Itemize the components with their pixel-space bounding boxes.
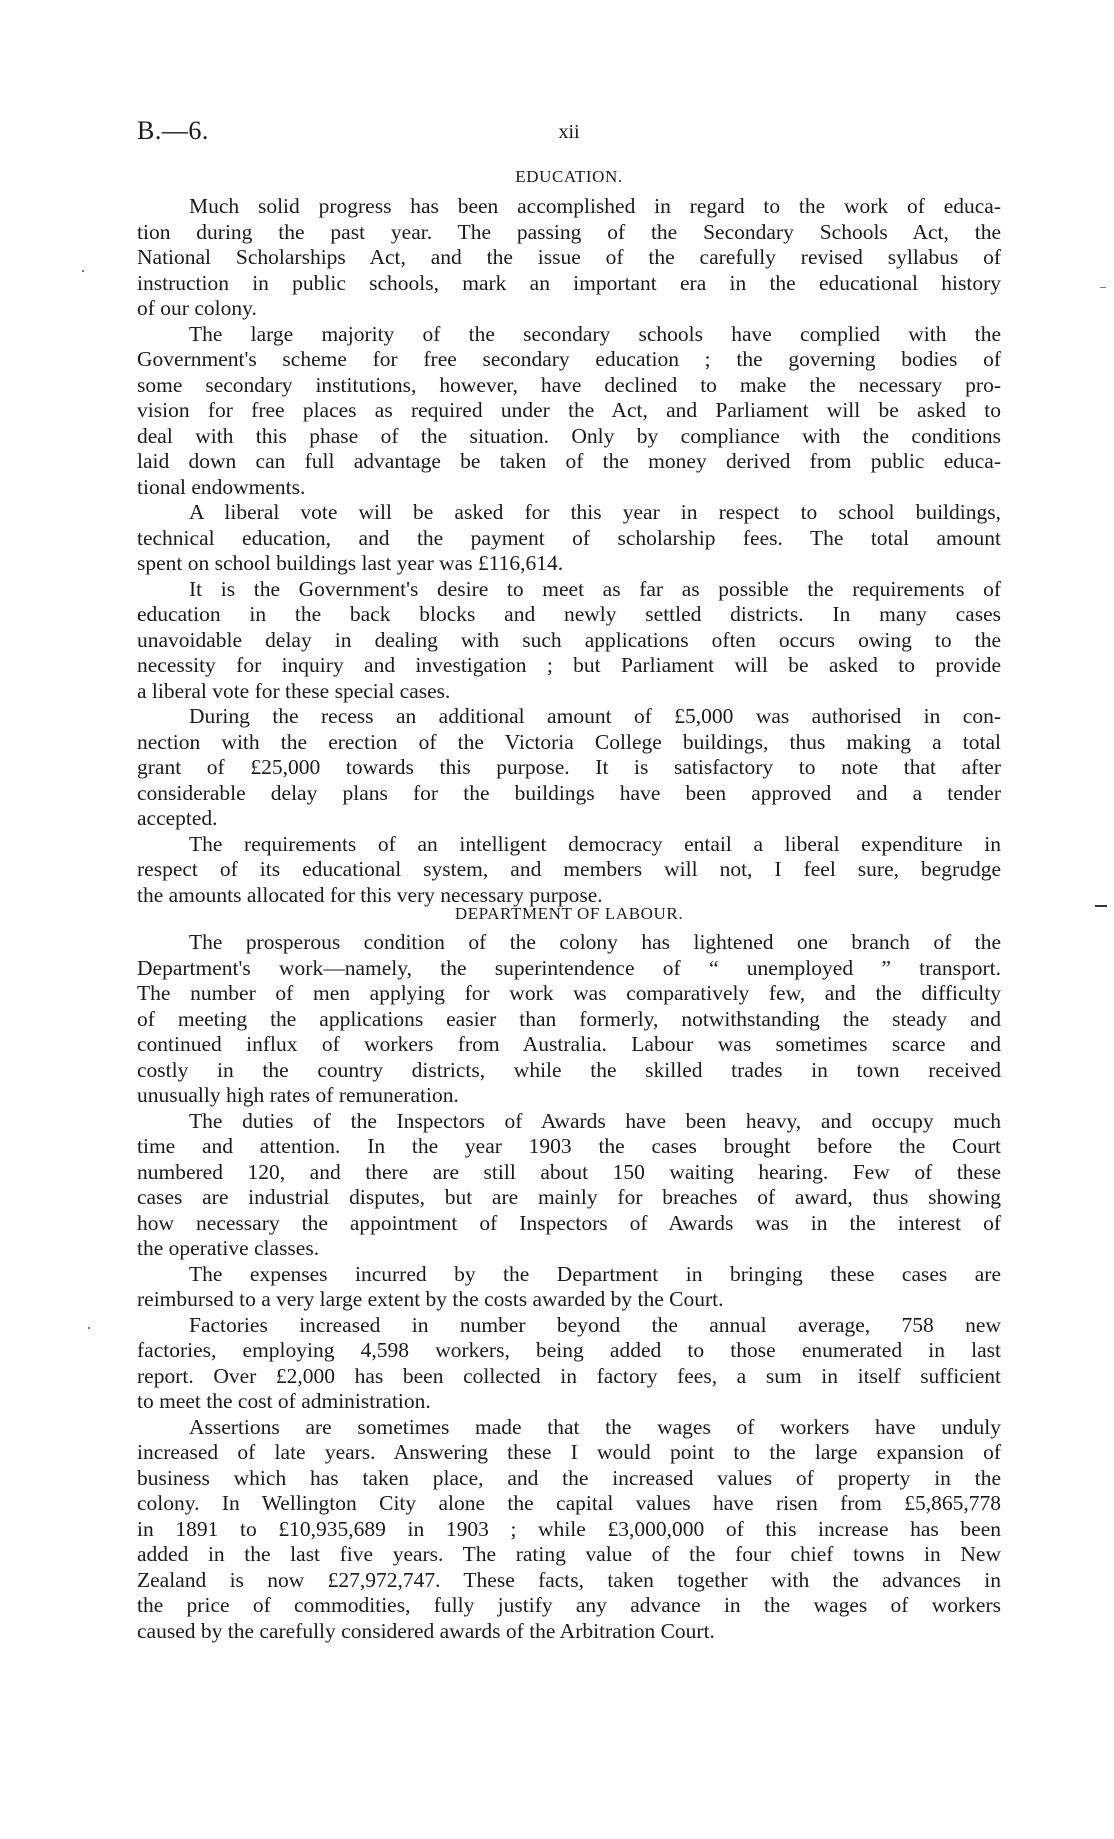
text-line: colony. In Wellington City alone the capital values have risen from £5,865,778 (137, 1491, 1001, 1515)
section-title-labour: DEPARTMENT OF LABOUR. (454, 904, 684, 923)
text-line: nection with the erection of the Victoria College buildings, thus making a total (137, 729, 1001, 754)
text-line: tional endowments. (137, 474, 306, 499)
text-line: Much solid progress has been accomplished in regard to the work of educa- (189, 194, 1001, 218)
text-line: to meet the cost of administration. (137, 1389, 431, 1413)
text-line: Zealand is now £27,972,747. These facts, taken together with the advances in (137, 1567, 1001, 1592)
text-line: unusually high rates of remuneration. (137, 1083, 459, 1107)
paragraph (137, 322, 1001, 501)
text-line: The large majority of the secondary schools have complied with the (189, 321, 1001, 346)
section-education-body (137, 194, 1001, 908)
text-line: laid down can full advantage be taken of the money derived from public educa- (137, 449, 1001, 473)
text-line: deal with this phase of the situation. Only by compliance with the conditions (137, 423, 1001, 448)
scan-speck (82, 270, 84, 272)
text-line: Factories increased in number beyond the annual average, 758 new (189, 1312, 1001, 1337)
text-line: continued influx of workers from Australia. Labour was sometimes scarce and (137, 1032, 1001, 1056)
margin-dash (1095, 905, 1107, 907)
text-line: instruction in public schools, mark an important era in the educational history (137, 270, 1001, 295)
text-line: National Scholarships Act, and the issue of the carefully revised syllabus of (137, 245, 1001, 269)
text-line: factories, employing 4,598 workers, being added to those enumerated in last (137, 1338, 1001, 1362)
text-line: vision for free places as required under the Act, and Parliament will be asked to (137, 398, 1001, 422)
page-reference: B.—6. (137, 116, 209, 145)
text-line: A liberal vote will be asked for this year in respect to school buildings, (189, 500, 1001, 524)
text-line: The expenses incurred by the Department in bringing these cases are (189, 1261, 1001, 1286)
text-line: During the recess an additional amount of £5,000 was authorised in con- (189, 704, 1001, 728)
text-line: considerable delay plans for the buildings have been approved and a tender (137, 780, 1001, 805)
text-line: spent on school buildings last year was £116,614. (137, 551, 564, 575)
text-line: reimbursed to a very large extent by the costs awarded by the Court. (137, 1287, 724, 1311)
text-line: the amounts allocated for this very necessary purpose. (137, 882, 603, 907)
text-line: education in the back blocks and newly settled districts. In many cases (137, 602, 1001, 626)
text-line: the price of commodities, fully justify any advance in the wages of workers (137, 1593, 1001, 1617)
text-line: the operative classes. (137, 1236, 320, 1260)
text-line: a liberal vote for these special cases. (137, 678, 451, 703)
paragraph (137, 1415, 1001, 1645)
text-line: report. Over £2,000 has been collected in factory fees, a sum in itself sufficient (137, 1363, 1001, 1388)
paragraph (137, 1262, 1001, 1313)
text-line: business which has taken place, and the increased values of property in the (137, 1465, 1001, 1490)
paragraph (137, 832, 1001, 909)
text-line: necessity for inquiry and investigation ; but Parliament will be asked to provide (137, 653, 1001, 677)
paragraph (137, 1109, 1001, 1262)
text-line: added in the last five years. The rating value of the four chief towns in New (137, 1542, 1001, 1566)
text-line: unavoidable delay in dealing with such applications often occurs owing to the (137, 627, 1001, 652)
text-line: The requirements of an intelligent democracy entail a liberal expenditure in (189, 831, 1001, 856)
text-line: of meeting the applications easier than formerly, notwithstanding the steady and (137, 1006, 1001, 1031)
text-line: The prosperous condition of the colony has lightened one branch of the (189, 930, 1001, 954)
paragraph (137, 194, 1001, 322)
text-line: costly in the country districts, while the skilled trades in town received (137, 1057, 1001, 1082)
scan-speck (88, 1327, 90, 1329)
text-line: Government's scheme for free secondary education ; the governing bodies of (137, 347, 1001, 371)
text-line: in 1891 to £10,935,689 in 1903 ; while £3,000,000 of this increase has been (137, 1516, 1001, 1541)
text-line: The duties of the Inspectors of Awards have been heavy, and occupy much (189, 1108, 1001, 1133)
text-line: respect of its educational system, and members will not, I feel sure, begrudge (137, 857, 1001, 881)
text-line: It is the Government's desire to meet as far as possible the requirements of (189, 576, 1001, 601)
text-line: some secondary institutions, however, have declined to make the necessary pro- (137, 372, 1001, 397)
text-line: time and attention. In the year 1903 the cases brought before the Court (137, 1134, 1001, 1158)
text-line: Department's work—namely, the superintendence of “ unemployed ” transport. (137, 955, 1001, 980)
text-line: technical education, and the payment of scholarship fees. The total amount (137, 525, 1001, 550)
text-line: increased of late years. Answering these I would point to the large expansion of (137, 1440, 1001, 1464)
paragraph (137, 704, 1001, 832)
text-line: of our colony. (137, 296, 257, 320)
text-line: how necessary the appointment of Inspectors of Awards was in the interest of (137, 1210, 1001, 1235)
paragraph (137, 577, 1001, 705)
paragraph (137, 500, 1001, 577)
paragraph (137, 930, 1001, 1109)
text-line: Assertions are sometimes made that the wages of workers have unduly (189, 1414, 1001, 1439)
text-line: caused by the carefully considered awards of the Arbitration Court. (137, 1618, 715, 1643)
text-line: grant of £25,000 towards this purpose. It is satisfactory to note that after (137, 755, 1001, 779)
page-number: xii (558, 121, 580, 143)
section-labour-body (137, 930, 1001, 1644)
text-line: tion during the past year. The passing of the Secondary Schools Act, the (137, 219, 1001, 244)
text-line: accepted. (137, 806, 218, 830)
paragraph (137, 1313, 1001, 1415)
scan-speck (1100, 287, 1106, 288)
text-line: numbered 120, and there are still about 150 waiting hearing. Few of these (137, 1159, 1001, 1184)
text-line: cases are industrial disputes, but are mainly for breaches of award, thus showing (137, 1185, 1001, 1209)
text-line: The number of men applying for work was comparatively few, and the difficulty (137, 981, 1001, 1005)
section-title-education: EDUCATION. (515, 167, 623, 186)
